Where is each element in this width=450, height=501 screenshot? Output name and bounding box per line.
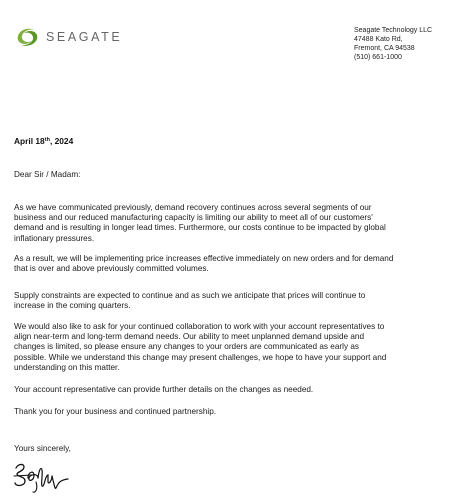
paragraph-line: Your account representative can provide further details on the changes as needed. bbox=[14, 385, 314, 394]
paragraph-line: understanding on this matter. bbox=[14, 362, 120, 372]
date-ordinal: th bbox=[44, 137, 50, 143]
salutation: Dear Sir / Madam: bbox=[14, 170, 81, 179]
company-street: 47488 Kato Rd, bbox=[354, 36, 403, 43]
paragraph-line: As a result, we will be implementing price increases effective immediately on new orders and for demand bbox=[14, 254, 394, 263]
letter-date bbox=[14, 136, 73, 146]
paragraph-line: possible. While we understand this change may present challenges, we hope to have your support and bbox=[14, 352, 387, 362]
paragraph-collaboration bbox=[14, 322, 444, 373]
paragraph-line: align near-term and long-term demand needs. Our ability to meet unplanned demand upside and bbox=[14, 332, 365, 342]
paragraph-line: increase in the coming quarters. bbox=[14, 301, 131, 311]
company-address bbox=[354, 26, 432, 62]
company-city: Fremont, CA 94538 bbox=[354, 45, 415, 52]
company-name: Seagate Technology LLC bbox=[354, 27, 433, 34]
paragraph-line: Thank you for your business and continued partnership. bbox=[14, 407, 217, 416]
seagate-logo bbox=[12, 24, 152, 50]
paragraph-demand-recovery bbox=[14, 203, 444, 244]
logo-wordmark: SEAGATE bbox=[46, 30, 123, 44]
paragraph-line: Supply constraints are expected to continue and as such we anticipate that prices will continue to bbox=[14, 291, 366, 300]
date-month-day: April 18 bbox=[14, 136, 45, 146]
seagate-swirl-icon bbox=[12, 24, 42, 50]
date-year: , 2024 bbox=[49, 136, 74, 146]
paragraph-line: As we have communicated previously, demand recovery continues across several segments of our bbox=[14, 203, 372, 212]
paragraph-account-representative bbox=[14, 385, 444, 395]
paragraph-supply-constraints bbox=[14, 291, 444, 311]
paragraph-thank-you bbox=[14, 407, 444, 417]
paragraph-line: We would also like to ask for your continued collaboration to work with your account representatives to bbox=[14, 322, 385, 331]
paragraph-line: changes is limited, so please ensure any changes to your orders are communicated as early as bbox=[14, 342, 359, 352]
paragraph-line: business and our reduced manufacturing capacity is limiting our ability to meet all of our customers' bbox=[14, 213, 373, 223]
paragraph-line: that is over and above previously committed volumes. bbox=[14, 264, 209, 274]
handwritten-signature bbox=[12, 458, 72, 496]
paragraph-price-increase bbox=[14, 254, 444, 274]
closing: Yours sincerely, bbox=[14, 444, 71, 453]
paragraph-line: demand and is resulting in longer lead times. Furthermore, our costs continue to be impacted by global bbox=[14, 223, 386, 233]
paragraph-line: inflationary pressures. bbox=[14, 233, 95, 243]
company-phone: (510) 661-1000 bbox=[354, 54, 402, 61]
